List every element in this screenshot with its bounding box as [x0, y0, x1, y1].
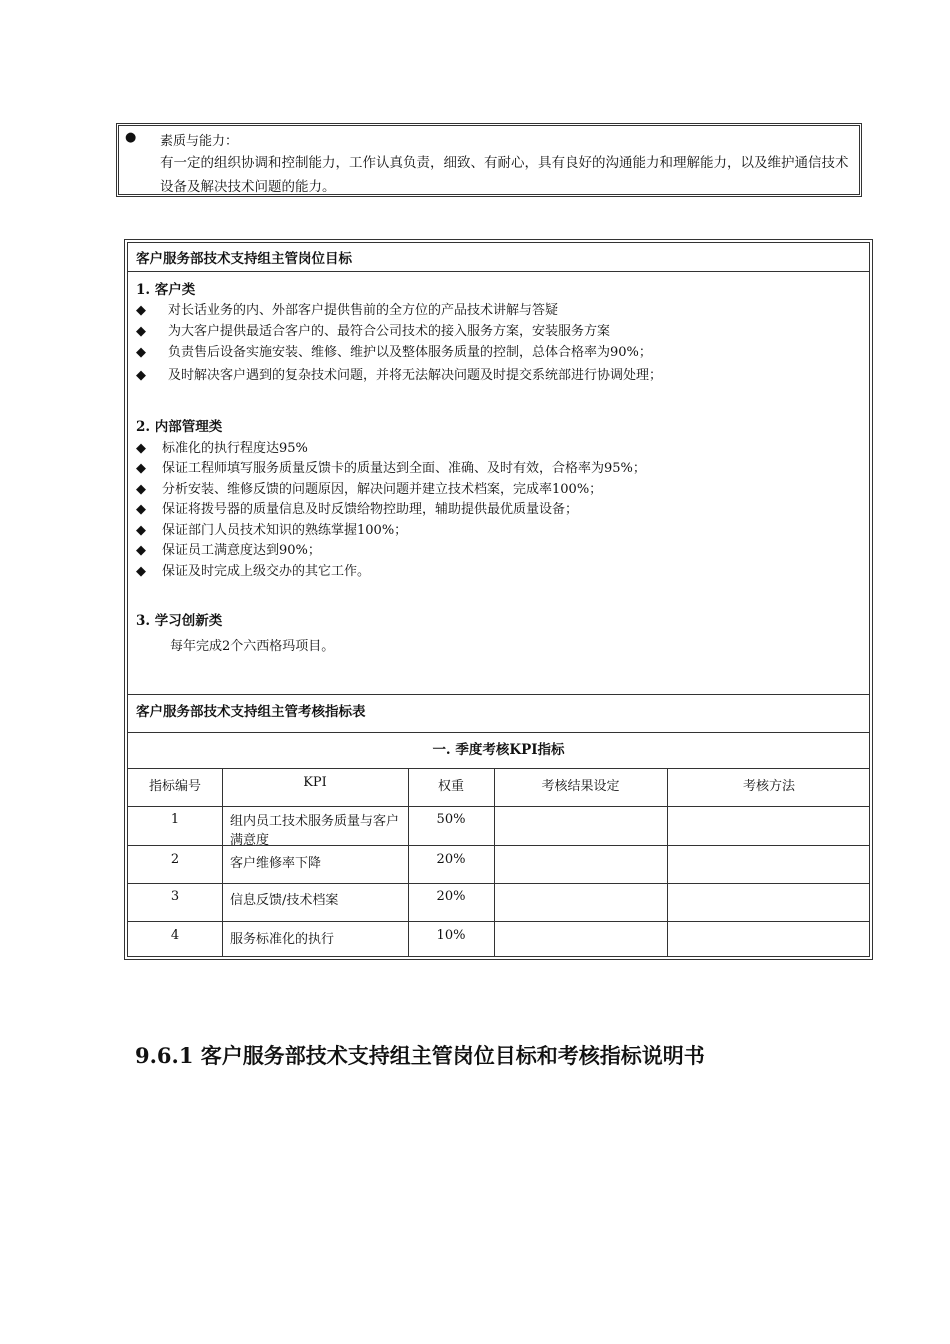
qualities-box [116, 123, 862, 197]
kpi-weight: 10% [436, 928, 466, 943]
bullet-icon: ● [125, 130, 137, 145]
kpi-name: 组内员工技术服务质量与客户满意度 [230, 814, 400, 848]
kpi-name: 信息反馈/技术档案 [230, 893, 339, 908]
internal-item: ◆ 分析安装、维修反馈的问题原因，解决问题并建立技术档案，完成率100%； [136, 482, 603, 497]
divider [128, 806, 869, 807]
goals-kpi-inner [127, 242, 870, 957]
kpi-name: 服务标准化的执行 [230, 932, 335, 947]
kpi-section-title: 一. 季度考核KPI指标 [432, 742, 565, 758]
divider [128, 768, 869, 769]
internal-item: ◆ 标准化的执行程度达95% [136, 441, 308, 456]
kpi-header: 考核方法 [742, 779, 795, 794]
internal-heading: 2. 内部管理类 [136, 419, 223, 435]
kpi-table-title: 客户服务部技术支持组主管考核指标表 [136, 704, 366, 720]
customer-item: ◆ 为大客户提供最适合客户的、最符合公司技术的接入服务方案，安装服务方案 [136, 324, 611, 339]
internal-item: ◆ 保证将拨号器的质量信息及时反馈给物控助理，辅助提供最优质量设备； [136, 502, 579, 517]
internal-item: ◆ 保证工程师填写服务质量反馈卡的质量达到全面、准确、及时有效，合格率为95%； [136, 461, 646, 476]
divider [128, 271, 869, 272]
document-heading: 9.6.1 客户服务部技术支持组主管岗位目标和考核指标说明书 [135, 1043, 705, 1068]
kpi-name: 客户维修率下降 [230, 856, 322, 871]
kpi-header: 指标编号 [148, 779, 201, 794]
diamond-icon: ◆ [136, 482, 146, 497]
diamond-icon: ◆ [136, 324, 146, 339]
internal-item: ◆ 保证部门人员技术知识的熟练掌握100%； [136, 523, 408, 538]
kpi-header: 考核结果设定 [541, 779, 620, 794]
diamond-icon: ◆ [136, 543, 146, 558]
goals-title: 客户服务部技术支持组主管岗位目标 [136, 251, 352, 267]
qualities-heading: 素质与能力： [160, 134, 239, 149]
diamond-icon: ◆ [136, 461, 146, 476]
kpi-weight: 20% [436, 852, 466, 867]
divider [128, 694, 869, 695]
divider [128, 732, 869, 733]
diamond-icon: ◆ [136, 303, 146, 318]
divider [128, 921, 869, 922]
kpi-header: KPI [303, 775, 327, 790]
qualities-text: 有一定的组织协调和控制能力，工作认真负责，细致、有耐心，具有良好的沟通能力和理解能力，以及维护通信技术设备及解决技术问题的能力。 [160, 155, 849, 195]
kpi-id: 1 [170, 812, 180, 827]
col-divider [494, 768, 495, 956]
learning-heading: 3. 学习创新类 [136, 613, 223, 629]
learning-text: 每年完成2个六西格玛项目。 [170, 639, 335, 654]
internal-item: ◆ 保证及时完成上级交办的其它工作。 [136, 564, 371, 579]
customer-heading: 1. 客户类 [136, 282, 196, 298]
diamond-icon: ◆ [136, 345, 146, 360]
diamond-icon: ◆ [136, 564, 146, 579]
internal-item: ◆ 保证员工满意度达到90%； [136, 543, 321, 558]
goals-kpi-table [124, 239, 873, 960]
diamond-icon: ◆ [136, 523, 146, 538]
customer-item: ◆ 负责售后设备实施安装、维修、维护以及整体服务质量的控制，总体合格率为90%； [136, 345, 652, 360]
diamond-icon: ◆ [136, 441, 146, 456]
divider [128, 845, 869, 846]
kpi-id: 3 [170, 889, 180, 904]
diamond-icon: ◆ [136, 368, 146, 383]
col-divider [667, 768, 668, 956]
col-divider [222, 768, 223, 956]
kpi-id: 4 [170, 928, 180, 943]
customer-item: ◆ 对长话业务的内、外部客户提供售前的全方位的产品技术讲解与答疑 [136, 303, 559, 318]
kpi-id: 2 [170, 852, 180, 867]
kpi-weight: 20% [436, 889, 466, 904]
customer-item: ◆ 及时解决客户遇到的复杂技术问题，并将无法解决问题及时提交系统部进行协调处理； [136, 368, 663, 383]
kpi-header: 权重 [437, 779, 464, 794]
divider [128, 883, 869, 884]
diamond-icon: ◆ [136, 502, 146, 517]
kpi-weight: 50% [436, 812, 466, 827]
